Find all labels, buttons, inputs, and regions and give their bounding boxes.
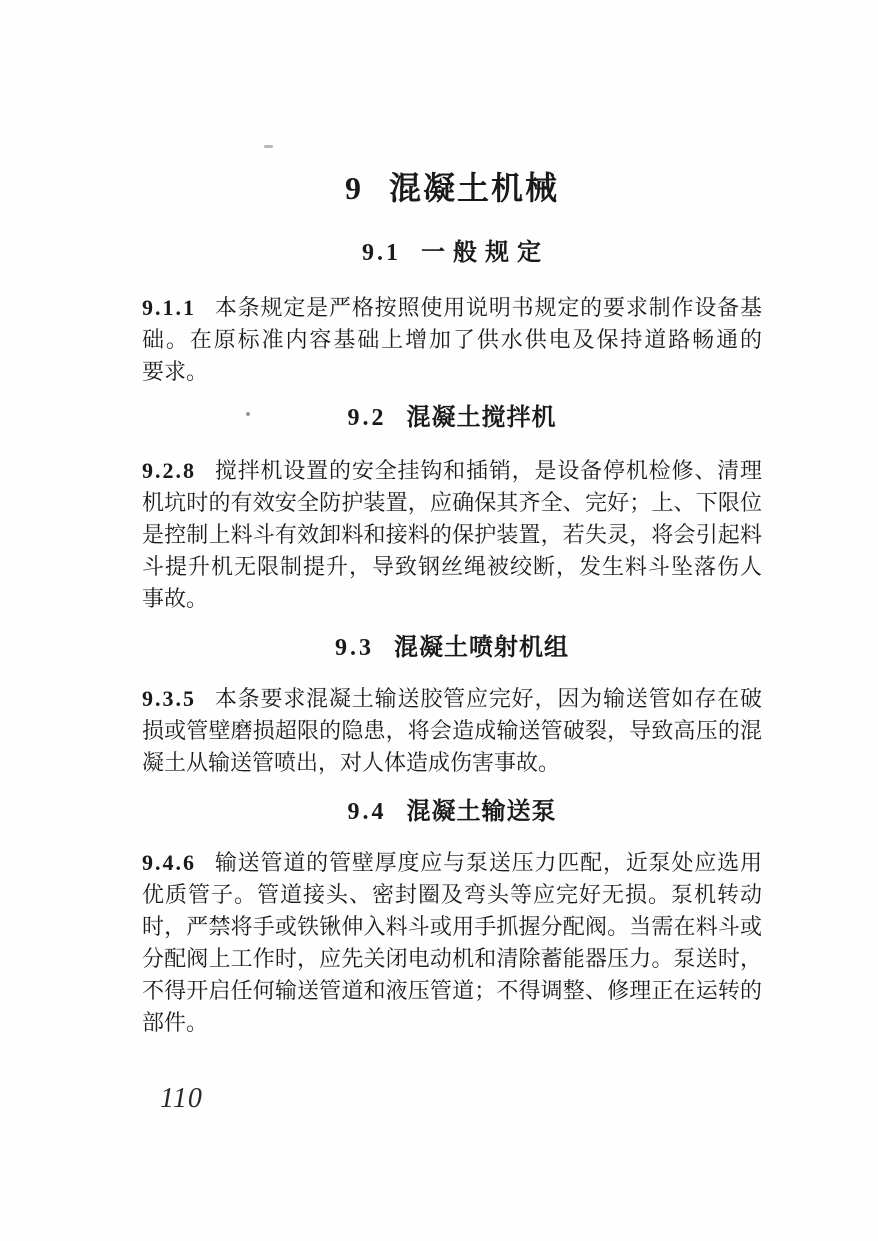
text-line: 要求。 [142,359,209,384]
section-number: 9.1 [362,240,401,266]
text-line [142,292,762,324]
text-line-content: 输送管道的管壁厚度应与泵送压力匹配，近泵处应选用 [214,850,762,875]
text-line: 是控制上料斗有效卸料和接料的保护装置，若失灵，将会引起料 [142,522,762,547]
section-heading-label: 混凝土喷射机组 [394,635,569,661]
paragraph-number: 9.4.6 [142,850,196,875]
text-line [142,683,762,715]
text-line: 事故。 [142,586,209,611]
text-line-content: 搅拌机设置的安全挂钩和插销，是设备停机检修、清理 [214,458,762,483]
chapter-number: 9 [344,170,361,206]
section-heading-9-4 [142,799,762,825]
paragraph-9-2-8 [142,455,762,615]
paragraph-number: 9.2.8 [142,458,196,483]
section-number: 9.4 [347,799,387,825]
page-number: 110 [160,1083,203,1114]
section-heading-label: 一 般 规 定 [421,240,542,266]
section-heading-9-1 [142,240,762,266]
text-line: 不得开启任何输送管道和液压管道；不得调整、修理正在运转的 [142,978,762,1003]
text-line: 础。在原标准内容基础上增加了供水供电及保持道路畅通的 [142,327,762,352]
text-line: 部件。 [142,1010,209,1035]
paragraph-9-4-6 [142,847,762,1039]
chapter-title [142,168,762,208]
text-line [142,455,762,487]
section-number: 9.3 [335,635,374,661]
text-line-content: 本条规定是严格按照使用说明书规定的要求制作设备基 [214,295,762,320]
text-line: 时，严禁将手或铁锹伸入料斗或用手抓握分配阀。当需在料斗或 [142,914,762,939]
section-heading-9-3 [142,635,762,661]
text-line: 斗提升机无限制提升，导致钢丝绳被绞断，发生料斗坠落伤人 [142,554,762,579]
text-line: 分配阀上工作时，应先关闭电动机和清除蓄能器压力。泵送时， [142,946,762,971]
chapter-title-text: 混凝土机械 [388,170,559,206]
paragraph-number: 9.3.5 [142,686,196,711]
text-line: 优质管子。管道接头、密封圈及弯头等应完好无损。泵机转动 [142,882,762,907]
paragraph-number: 9.1.1 [142,295,196,320]
text-line: 机坑时的有效安全防护装置，应确保其齐全、完好；上、下限位 [142,490,762,515]
text-line [142,847,762,879]
text-line-content: 本条要求混凝土输送胶管应完好，因为输送管如存在破 [214,686,762,711]
section-heading-9-2 [142,405,762,431]
paragraph-9-1-1 [142,292,762,388]
section-heading-label: 混凝土输送泵 [406,799,557,825]
scan-speck-dash [264,145,273,148]
text-line: 损或管壁磨损超限的隐患，将会造成输送管破裂，导致高压的混 [142,718,762,743]
text-line: 凝土从输送管喷出，对人体造成伤害事故。 [142,750,561,775]
section-heading-label: 混凝土搅拌机 [406,405,557,431]
paragraph-9-3-5 [142,683,762,779]
section-number: 9.2 [347,405,387,431]
